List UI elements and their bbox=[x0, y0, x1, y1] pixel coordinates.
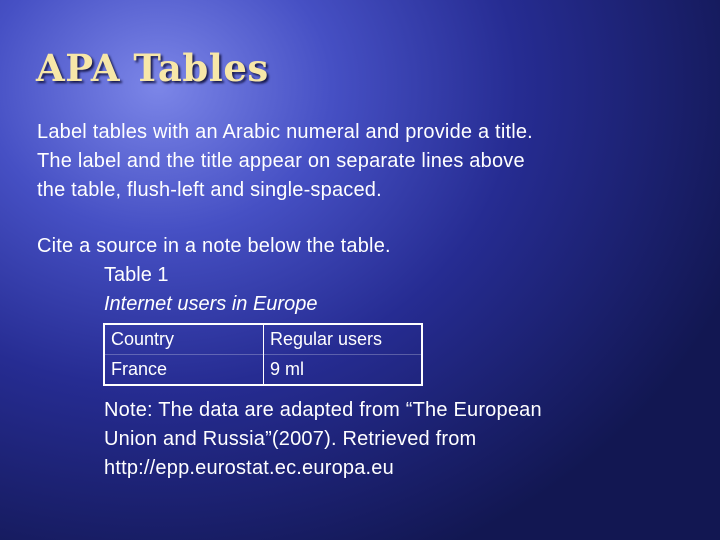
cell-regular-users: 9 ml bbox=[264, 355, 423, 386]
slide-title: APA Tables bbox=[36, 46, 269, 90]
citation-instruction: Cite a source in a note below the table. bbox=[37, 235, 391, 257]
instruction-paragraph: Label tables with an Arabic numeral and provide a title. The label and the title appear on separate lines above the table, flush-left and single-spaced. bbox=[37, 121, 533, 201]
table-header-row bbox=[104, 324, 422, 355]
table-caption: Internet users in Europe bbox=[104, 293, 318, 315]
cell-country: France bbox=[104, 355, 264, 386]
table-label: Table 1 bbox=[104, 264, 169, 286]
table-row bbox=[104, 355, 422, 386]
table-note: Note: The data are adapted from “The European Union and Russia”(2007). Retrieved from http://epp.eurostat.ec.europa.eu bbox=[104, 399, 542, 479]
example-table bbox=[103, 323, 423, 386]
header-country: Country bbox=[104, 324, 264, 355]
header-regular-users: Regular users bbox=[270, 329, 383, 349]
